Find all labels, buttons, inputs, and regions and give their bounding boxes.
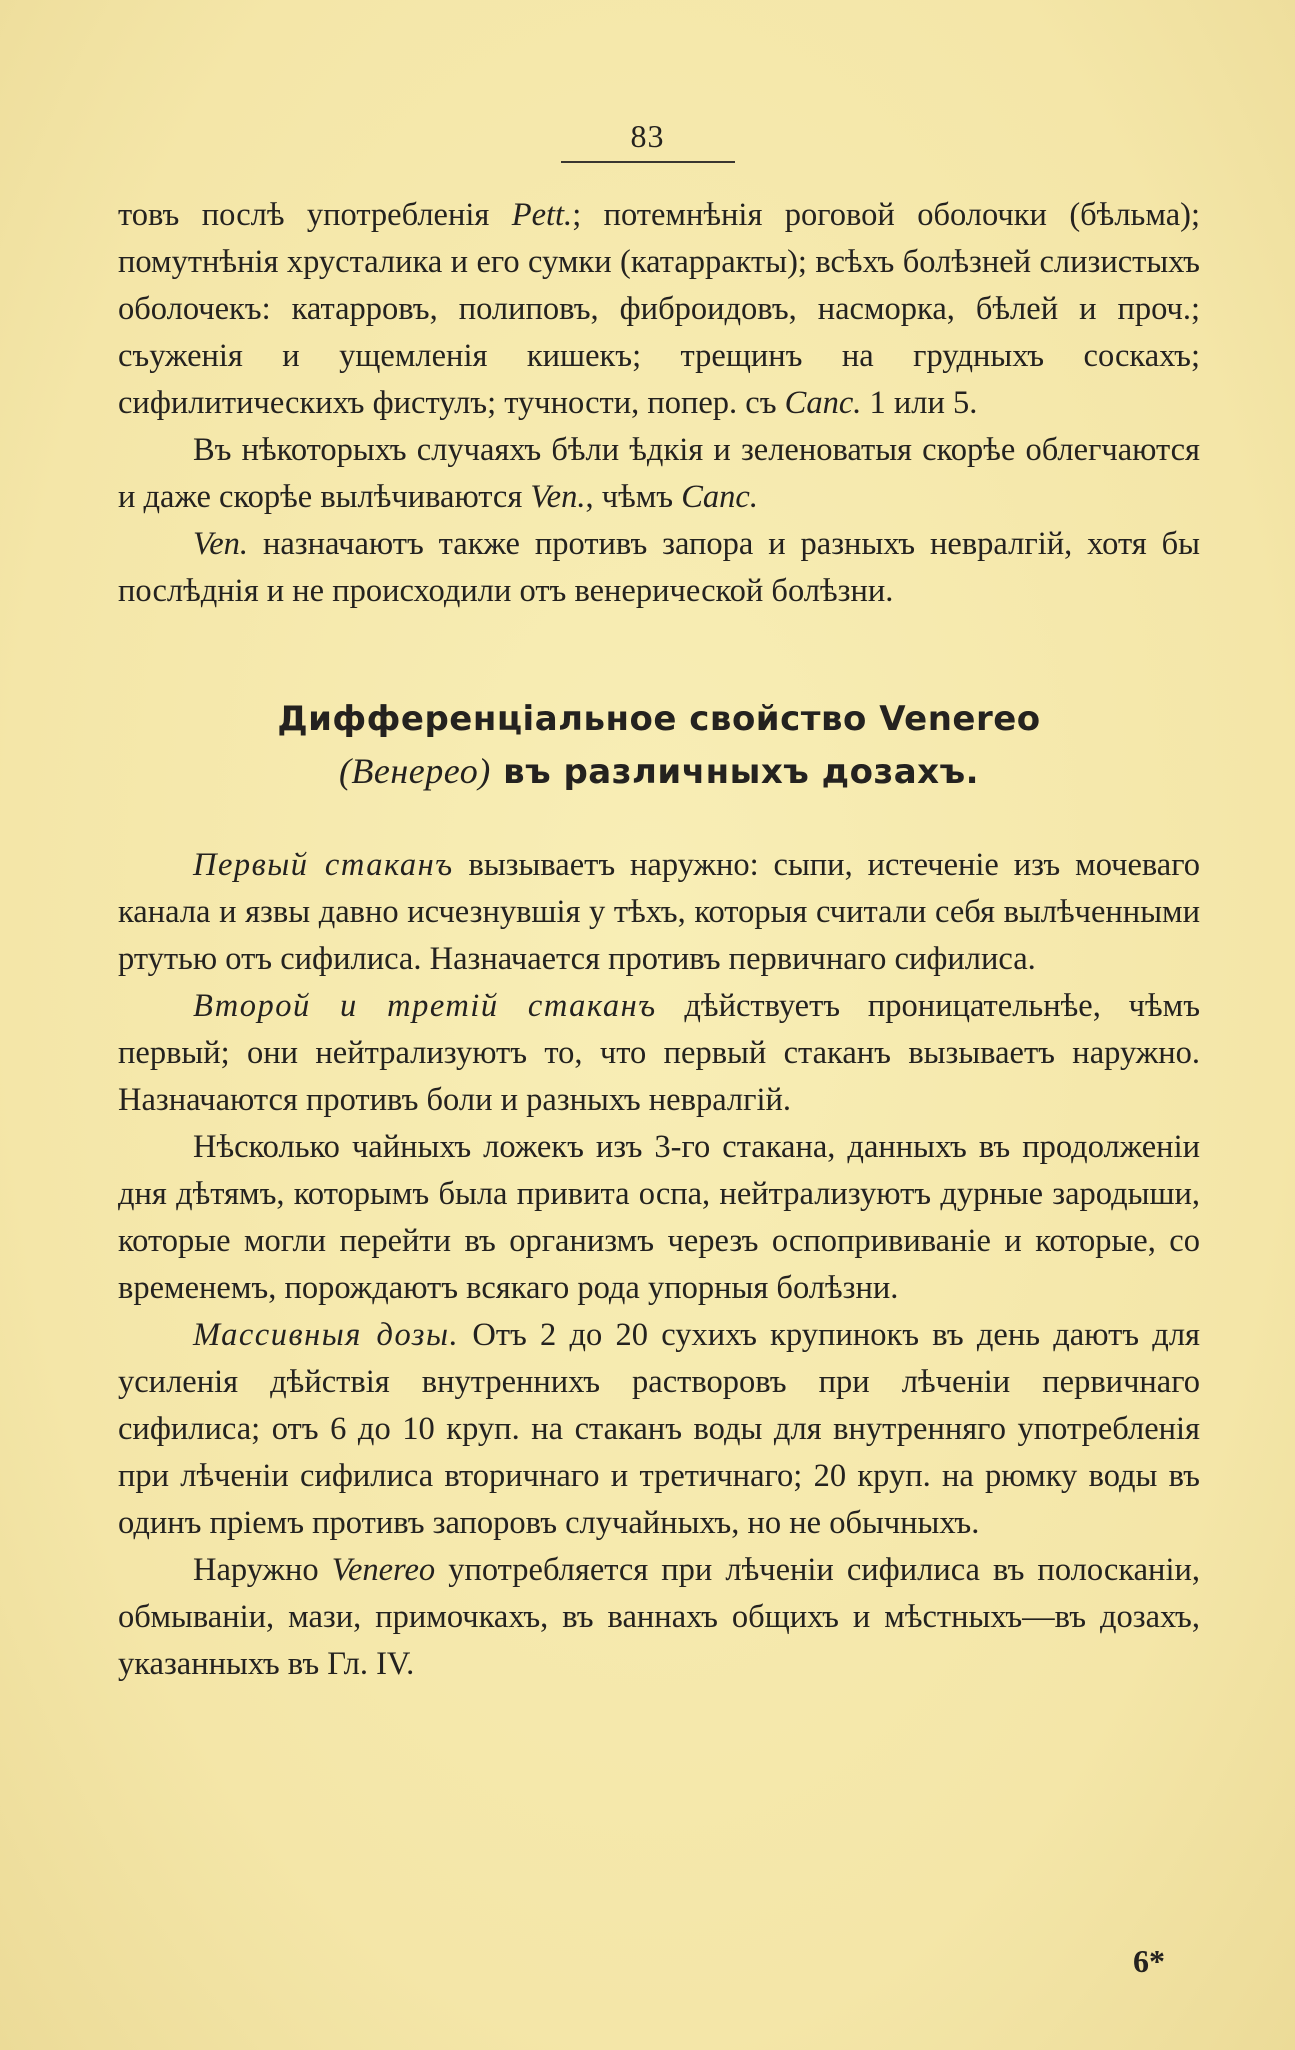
text-run: дѣйствуетъ проницательнѣе, чѣмъ первый; они нейтрализуютъ то, что первый стаканъ вызываетъ наружно. Назначаются противъ боли и разныхъ невралгій. bbox=[118, 988, 1200, 1118]
section-heading-line2 bbox=[118, 745, 1200, 798]
remedy-name: Venereo bbox=[331, 1552, 436, 1588]
text-run: употребляется при лѣченіи сифилиса въ полосканіи, обмываніи, мази, примочкахъ, въ ваннахъ общихъ и мѣстныхъ—въ дозахъ, указанныхъ въ Гл. IV. bbox=[118, 1552, 1200, 1682]
text-run: назначаютъ также противъ запора и разныхъ невралгій, хотя бы послѣднія и не происходили отъ венерической болѣзни. bbox=[118, 526, 1200, 609]
text-run: , чѣмъ bbox=[585, 479, 682, 515]
section-heading-italic: (Венерео) bbox=[338, 751, 491, 791]
remedy-abbrev: Pett. bbox=[511, 197, 573, 233]
paragraph bbox=[118, 983, 1200, 1124]
section-body bbox=[118, 842, 1200, 1688]
paragraph bbox=[118, 1547, 1200, 1688]
text-run: ; потемнѣнія роговой оболочки (бѣльма); помутнѣнія хрусталика и его сумки (катарракты); всѣхъ болѣзней слизистыхъ оболочекъ: катарровъ, полиповъ, фиброидовъ, насморка, бѣлей и проч.; съуженія и ущемленія кишекъ; трещинъ на грудныхъ соскахъ; сифилитическихъ фистулъ; тучности, попер. съ bbox=[118, 197, 1200, 421]
paragraph bbox=[118, 842, 1200, 983]
section-heading bbox=[118, 693, 1200, 798]
text-run: товъ послѣ употребленія bbox=[118, 197, 512, 233]
signature-mark: 6* bbox=[1133, 1943, 1165, 1979]
paragraph-continuation bbox=[118, 192, 1200, 427]
text-run: 1 или 5. bbox=[861, 385, 978, 421]
remedy-abbrev: Canc. bbox=[681, 479, 758, 515]
dose-heading: Первый стаканъ bbox=[193, 847, 454, 883]
text-run: Отъ 2 до 20 сухихъ крупинокъ въ день даютъ для усиленія дѣйствія внутреннихъ растворовъ при лѣченіи первичнаго сифилиса; отъ 6 до 10 круп. на стаканъ воды для внутренняго употребленія при лѣченіи сифилиса вторичнаго и третичнаго; 20 круп. на рюмку воды въ одинъ пріемъ противъ запоровъ случайныхъ, но не обычныхъ. bbox=[118, 1317, 1201, 1541]
page-header bbox=[0, 118, 1295, 163]
text-run: Наружно bbox=[193, 1552, 332, 1588]
page-number: 83 bbox=[561, 118, 735, 163]
remedy-abbrev: Ven. bbox=[193, 526, 249, 562]
paragraph bbox=[118, 521, 1200, 615]
remedy-abbrev: Ven. bbox=[530, 479, 586, 515]
text-run: Нѣсколько чайныхъ ложекъ изъ 3-го стакана, данныхъ въ продолженіи дня дѣтямъ, которымъ была привита оспа, нейтрализуютъ дурные зародыши, которые могли перейти въ организмъ черезъ оспопрививаніе и которые, со временемъ, порождаютъ всякаго рода упорныя болѣзни. bbox=[118, 1129, 1200, 1306]
paragraph bbox=[118, 427, 1200, 521]
paragraph bbox=[118, 1312, 1200, 1547]
text-run: вызываетъ наружно: сыпи, истеченіе изъ мочеваго канала и язвы давно исчезнувшія у тѣхъ, которыя считали себя вылѣченными ртутью отъ сифилиса. Назначается противъ первичнаго сифилиса. bbox=[118, 847, 1200, 977]
text-run: Въ нѣкоторыхъ случаяхъ бѣли ѣдкія и зеленоватыя скорѣе облегчаются и даже скорѣе вылѣчиваются bbox=[118, 432, 1200, 515]
section-heading-rest: въ различныхъ дозахъ. bbox=[490, 752, 980, 792]
dose-heading: Массивныя дозы. bbox=[193, 1317, 460, 1353]
page-body bbox=[118, 192, 1200, 1688]
remedy-abbrev: Canc. bbox=[784, 385, 862, 421]
section-heading-line1: Дифференціальное свойство Venereo bbox=[277, 699, 1041, 739]
paragraph bbox=[118, 1124, 1200, 1312]
dose-heading: Второй и третій стаканъ bbox=[193, 988, 657, 1024]
